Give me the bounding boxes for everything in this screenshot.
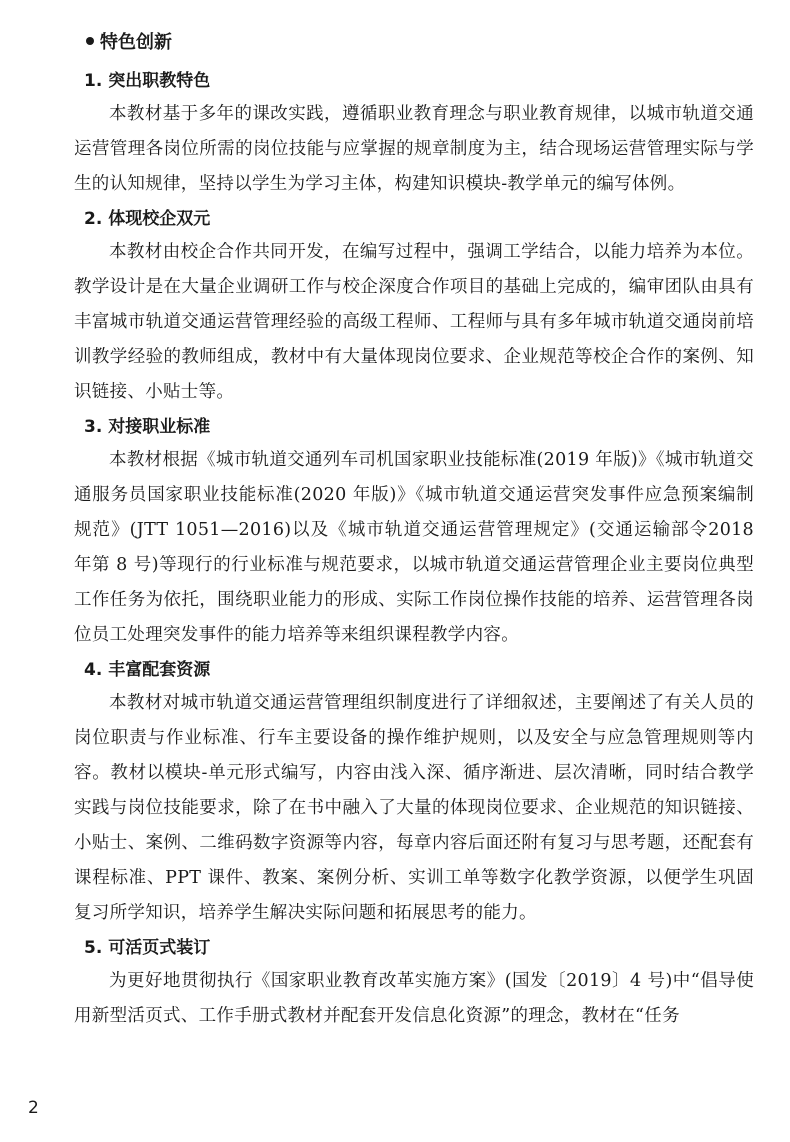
item-paragraph-3: 本教材根据《城市轨道交通列车司机国家职业技能标准(2019 年版)》《城市轨道交通服务员国家职业技能标准(2020 年版)》《城市轨道交通运营突发事件应急预案编制规范》(JTT 1051—2016)以及《城市轨道交通运营管理规定》(交通运输部令2018 年第 8 号)等现行的行业标准与规范要求，以城市轨道交通运营管理企业主要岗位典型工作任务为依托，围绕职业能力的形成、实际工作岗位操作技能的培养、运营管理各岗位员工处理突发事件的能力培养等来组织课程教学内容。 [74, 450, 754, 645]
item-paragraph-2: 本教材由校企合作共同开发，在编写过程中，强调工学结合，以能力培养为本位。教学设计是在大量企业调研工作与校企深度合作项目的基础上完成的，编审团队由具有丰富城市轨道交通运营管理经验的高级工程师、工程师与具有多年城市轨道交通岗前培训教学经验的教师组成，教材中有大量体现岗位要求、企业规范等校企合作的案例、知识链接、小贴士等。 [74, 242, 754, 402]
item-paragraph-1: 本教材基于多年的课改实践，遵循职业教育理念与职业教育规律，以城市轨道交通运营管理各岗位所需的岗位技能与应掌握的规章制度为主，结合现场运营管理实际与学生的认知规律，坚持以学生为学习主体，构建知识模块-教学单元的编写体例。 [74, 104, 754, 194]
item-heading-2: 2. 体现校企双元 [84, 209, 211, 229]
section-title [74, 28, 754, 58]
page-number: 2 [28, 1098, 39, 1118]
item-heading-3: 3. 对接职业标准 [84, 417, 211, 437]
item-heading-5: 5. 可活页式装订 [84, 938, 211, 958]
page-content [74, 28, 754, 1035]
item-heading-4: 4. 丰富配套资源 [84, 660, 211, 680]
item-heading-1: 1. 突出职教特色 [84, 71, 211, 91]
item-paragraph-4: 本教材对城市轨道交通运营管理组织制度进行了详细叙述，主要阐述了有关人员的岗位职责与作业标准、行车主要设备的操作维护规则，以及安全与应急管理规则等内容。教材以模块-单元形式编写，内容由浅入深、循序渐进、层次清晰，同时结合教学实践与岗位技能要求，除了在书中融入了大量的体现岗位要求、企业规范的知识链接、小贴士、案例、二维码数字资源等内容，每章内容后面还附有复习与思考题，还配套有课程标准、PPT 课件、教案、案例分析、实训工单等数字化教学资源，以便学生巩固复习所学知识，培养学生解决实际问题和拓展思考的能力。 [74, 693, 754, 923]
bullet-icon [86, 37, 94, 45]
item-paragraph-5: 为更好地贯彻执行《国家职业教育改革实施方案》(国发〔2019〕4 号)中“倡导使用新型活页式、工作手册式教材并配套开发信息化资源”的理念，教材在“任务 [74, 971, 754, 1026]
section-title-text: 特色创新 [100, 32, 172, 53]
